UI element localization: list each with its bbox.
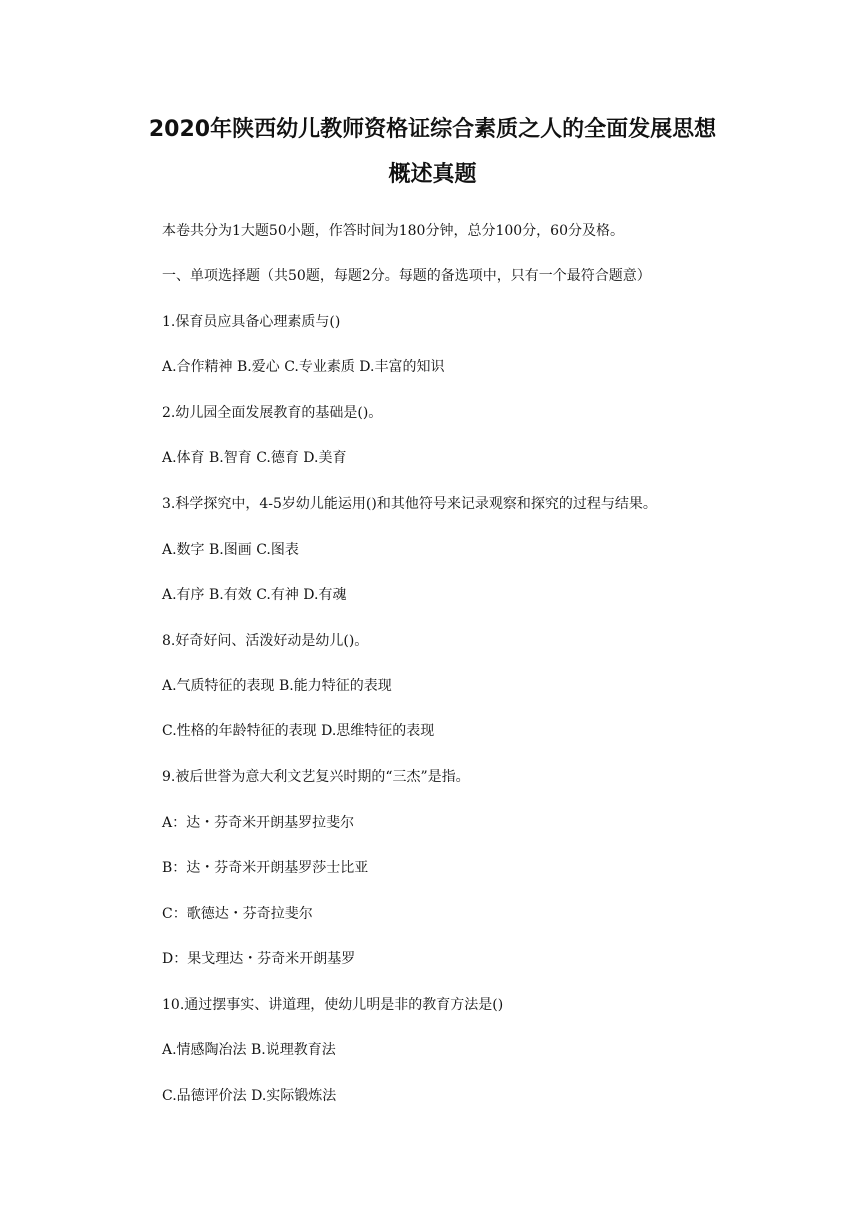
question-9: 9.被后世誉为意大利文艺复兴时期的“三杰”是指。 — [162, 769, 470, 785]
section-heading: 一、单项选择题（共50题，每题2分。每题的备选项中，只有一个最符合题意） — [162, 268, 651, 284]
options-line: A.有序 B.有效 C.有神 D.有魂 — [162, 587, 347, 603]
question-10: 10.通过摆事实、讲道理，使幼儿明是非的教育方法是() — [162, 997, 504, 1013]
question-8-options-1: A.气质特征的表现 B.能力特征的表现 — [162, 678, 392, 694]
question-8: 8.好奇好问、活泼好动是幼儿()。 — [162, 633, 369, 649]
question-1: 1.保育员应具备心理素质与() — [162, 314, 341, 330]
question-1-options: A.合作精神 B.爱心 C.专业素质 D.丰富的知识 — [162, 359, 445, 375]
question-2: 2.幼儿园全面发展教育的基础是()。 — [162, 405, 383, 421]
question-10-options-1: A.情感陶冶法 B.说理教育法 — [162, 1042, 336, 1058]
question-3-options: A.数字 B.图画 C.图表 — [162, 542, 299, 558]
document-title-line-2: 概述真题 — [388, 162, 477, 187]
question-2-options: A.体育 B.智育 C.德育 D.美育 — [162, 450, 347, 466]
question-9-option-c: C：歌德达・芬奇拉斐尔 — [162, 906, 313, 922]
exam-intro: 本卷共分为1大题50小题，作答时间为180分钟，总分100分，60分及格。 — [162, 223, 624, 239]
question-9-option-d: D：果戈理达・芬奇米开朗基罗 — [162, 951, 356, 967]
question-9-option-b: B：达・芬奇米开朗基罗莎士比亚 — [162, 860, 369, 876]
document-title-line-1: 2020年陕西幼儿教师资格证综合素质之人的全面发展思想 — [148, 117, 717, 142]
question-3: 3.科学探究中，4-5岁幼儿能运用()和其他符号来记录观察和探究的过程与结果。 — [162, 496, 657, 512]
question-10-options-2: C.品德评价法 D.实际锻炼法 — [162, 1088, 337, 1104]
question-9-option-a: A：达・芬奇米开朗基罗拉斐尔 — [162, 815, 355, 831]
question-8-options-2: C.性格的年龄特征的表现 D.思维特征的表现 — [162, 723, 435, 739]
